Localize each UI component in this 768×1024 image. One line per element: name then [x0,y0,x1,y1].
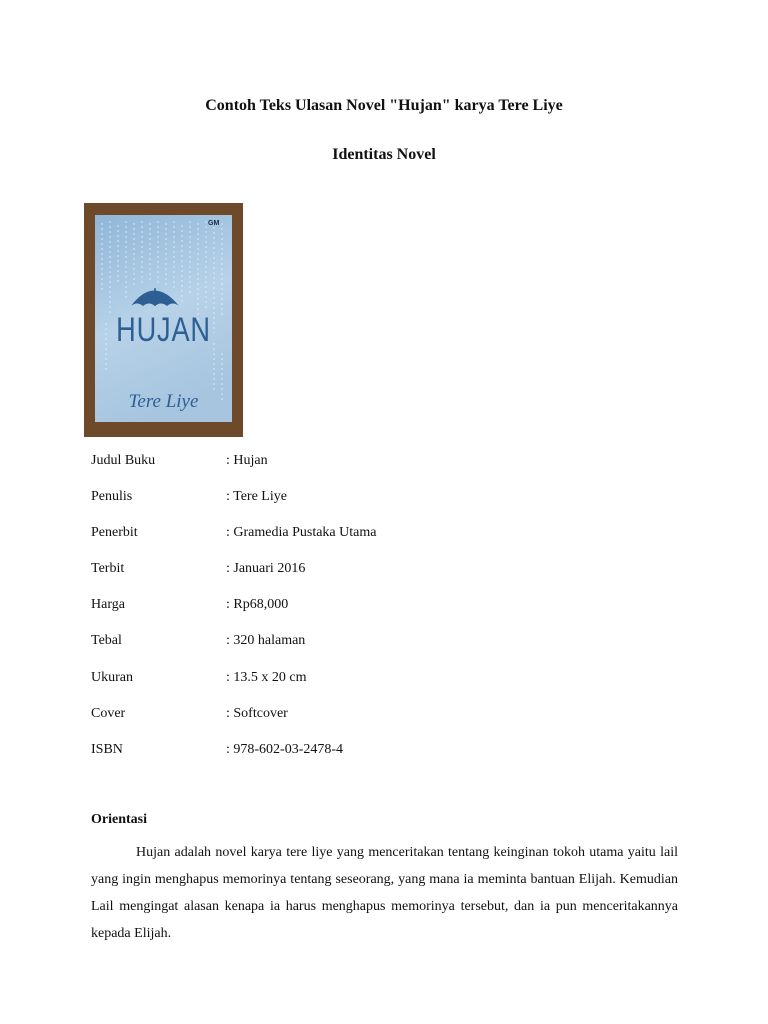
identity-label: Harga [91,597,125,613]
identity-row-publisher [91,525,691,561]
identity-value: : 978-602-03-2478-4 [226,741,344,757]
identity-value: : 320 halaman [226,633,306,649]
identity-row-published [91,561,691,597]
identity-value: : 13.5 x 20 cm [226,669,307,685]
cover-book-title: HUJAN [116,311,211,349]
page-title: Contoh Teks Ulasan Novel "Hujan" karya Tere Liye [205,97,563,114]
identity-row-isbn [91,742,691,778]
cover-author: Tere Liye [128,391,199,412]
section-title-identity: Identitas Novel [332,146,436,163]
cover-publisher-logo: GM [208,220,220,227]
book-cover-image [84,203,243,437]
identity-row-price [91,597,691,633]
identity-label: Cover [91,705,126,721]
identity-label: ISBN [91,741,123,757]
identity-label: Penerbit [91,525,138,541]
identity-value: : Januari 2016 [226,561,306,577]
orientation-paragraph: Hujan adalah novel karya tere liye yang menceritakan tentang keinginan tokoh utama yaitu lail yang ingin menghapus memorinya tentang seseorang, yang mana ia meminta bantuan Elijah. Kemudian Lail mengingat alasan kenapa ia harus menghapus memorinya tersebut, dan ia pun menceritakannya kepada Elijah. [91,845,678,941]
identity-row-title [91,453,691,489]
identity-table [91,453,691,778]
identity-value: : Rp68,000 [226,597,289,613]
identity-label: Tebal [91,633,122,649]
section-heading-orientation: Orientasi [91,812,147,827]
identity-row-author [91,489,691,525]
identity-value: : Softcover [226,705,288,721]
identity-row-size [91,670,691,706]
identity-row-pages [91,633,691,669]
identity-label: Ukuran [91,669,133,685]
identity-label: Terbit [91,561,125,577]
identity-label: Judul Buku [91,453,156,468]
identity-value: : Hujan [226,453,268,468]
identity-value: : Gramedia Pustaka Utama [226,525,377,541]
identity-row-cover [91,706,691,742]
identity-label: Penulis [91,489,133,505]
identity-value: : Tere Liye [226,489,287,505]
